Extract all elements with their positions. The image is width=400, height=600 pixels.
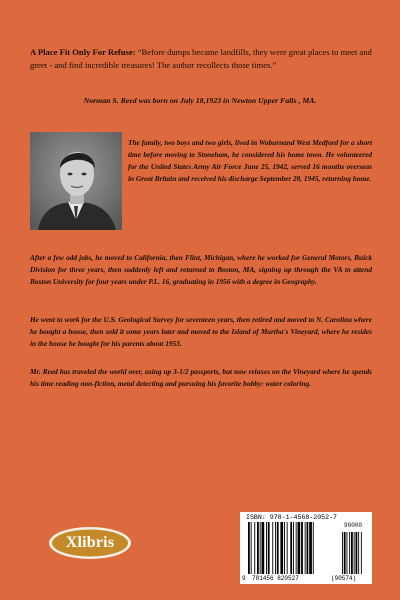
publisher-name: Xlibris	[65, 534, 115, 551]
author-portrait-image	[30, 132, 122, 230]
birth-line: Norman S. Reed was born on July 18,1923 in Newton Upper Falls , MA.	[83, 96, 317, 105]
barcode-prefix-digit: 9	[242, 575, 246, 582]
intro-blurb	[30, 46, 372, 73]
barcode-main-digits: 781456 820527	[252, 575, 299, 582]
price-code: 90000	[344, 522, 363, 529]
barcode	[240, 512, 372, 584]
barcode-addon-digits: (90574)	[331, 575, 357, 582]
bio-paragraph: Mr. Reed has traveled the world over, using up 3-1/2 passports, but now relaxes on the Vineyard where he spends his time reading non-fiction, metal detecting and pursuing his favorite hobby: water coloring.	[30, 367, 372, 388]
bio-paragraph: The family, two boys and two girls, lived in Woburnand West Medford for a short time before moving to Stoneham, he considered his home town. He volunteered for the United States Army Air Force June 25, 1942, served 16 months overseas in Great Britain and received his discharge September 28, 1945, returning home.	[128, 138, 372, 183]
publisher-logo	[48, 526, 132, 560]
intro-lead: A Place Fit Only For Refuse:	[30, 47, 136, 57]
intro-text: “Before dumps became landfills, they were great places to meet and greet - and find incredible treasures! The author recollects those times.”	[30, 47, 372, 71]
author-photo	[30, 132, 122, 230]
isbn-label: ISBN: 978-1-4568-2052-7	[246, 514, 338, 521]
barcode-bars	[240, 522, 372, 574]
bio-paragraph: He went to work for the U.S. Geological Survey for seventeen years, then retired and moved to N. Carolina where he bought a house, then sold it some years later and moved to the Island of Martha's Vineyard, where he resides in the house he bought for his parents about 1953.	[30, 315, 372, 348]
bio-paragraph: After a few odd jobs, he moved to California, then Flint, Michigan, where he worked for General Motors, Buick Division for three years, then suddenly left and returned to Boston, MA, signing up through the VA to attend Boston University for four years under P.L. 16, graduating in 1956 with a degree in Geography.	[30, 253, 372, 286]
